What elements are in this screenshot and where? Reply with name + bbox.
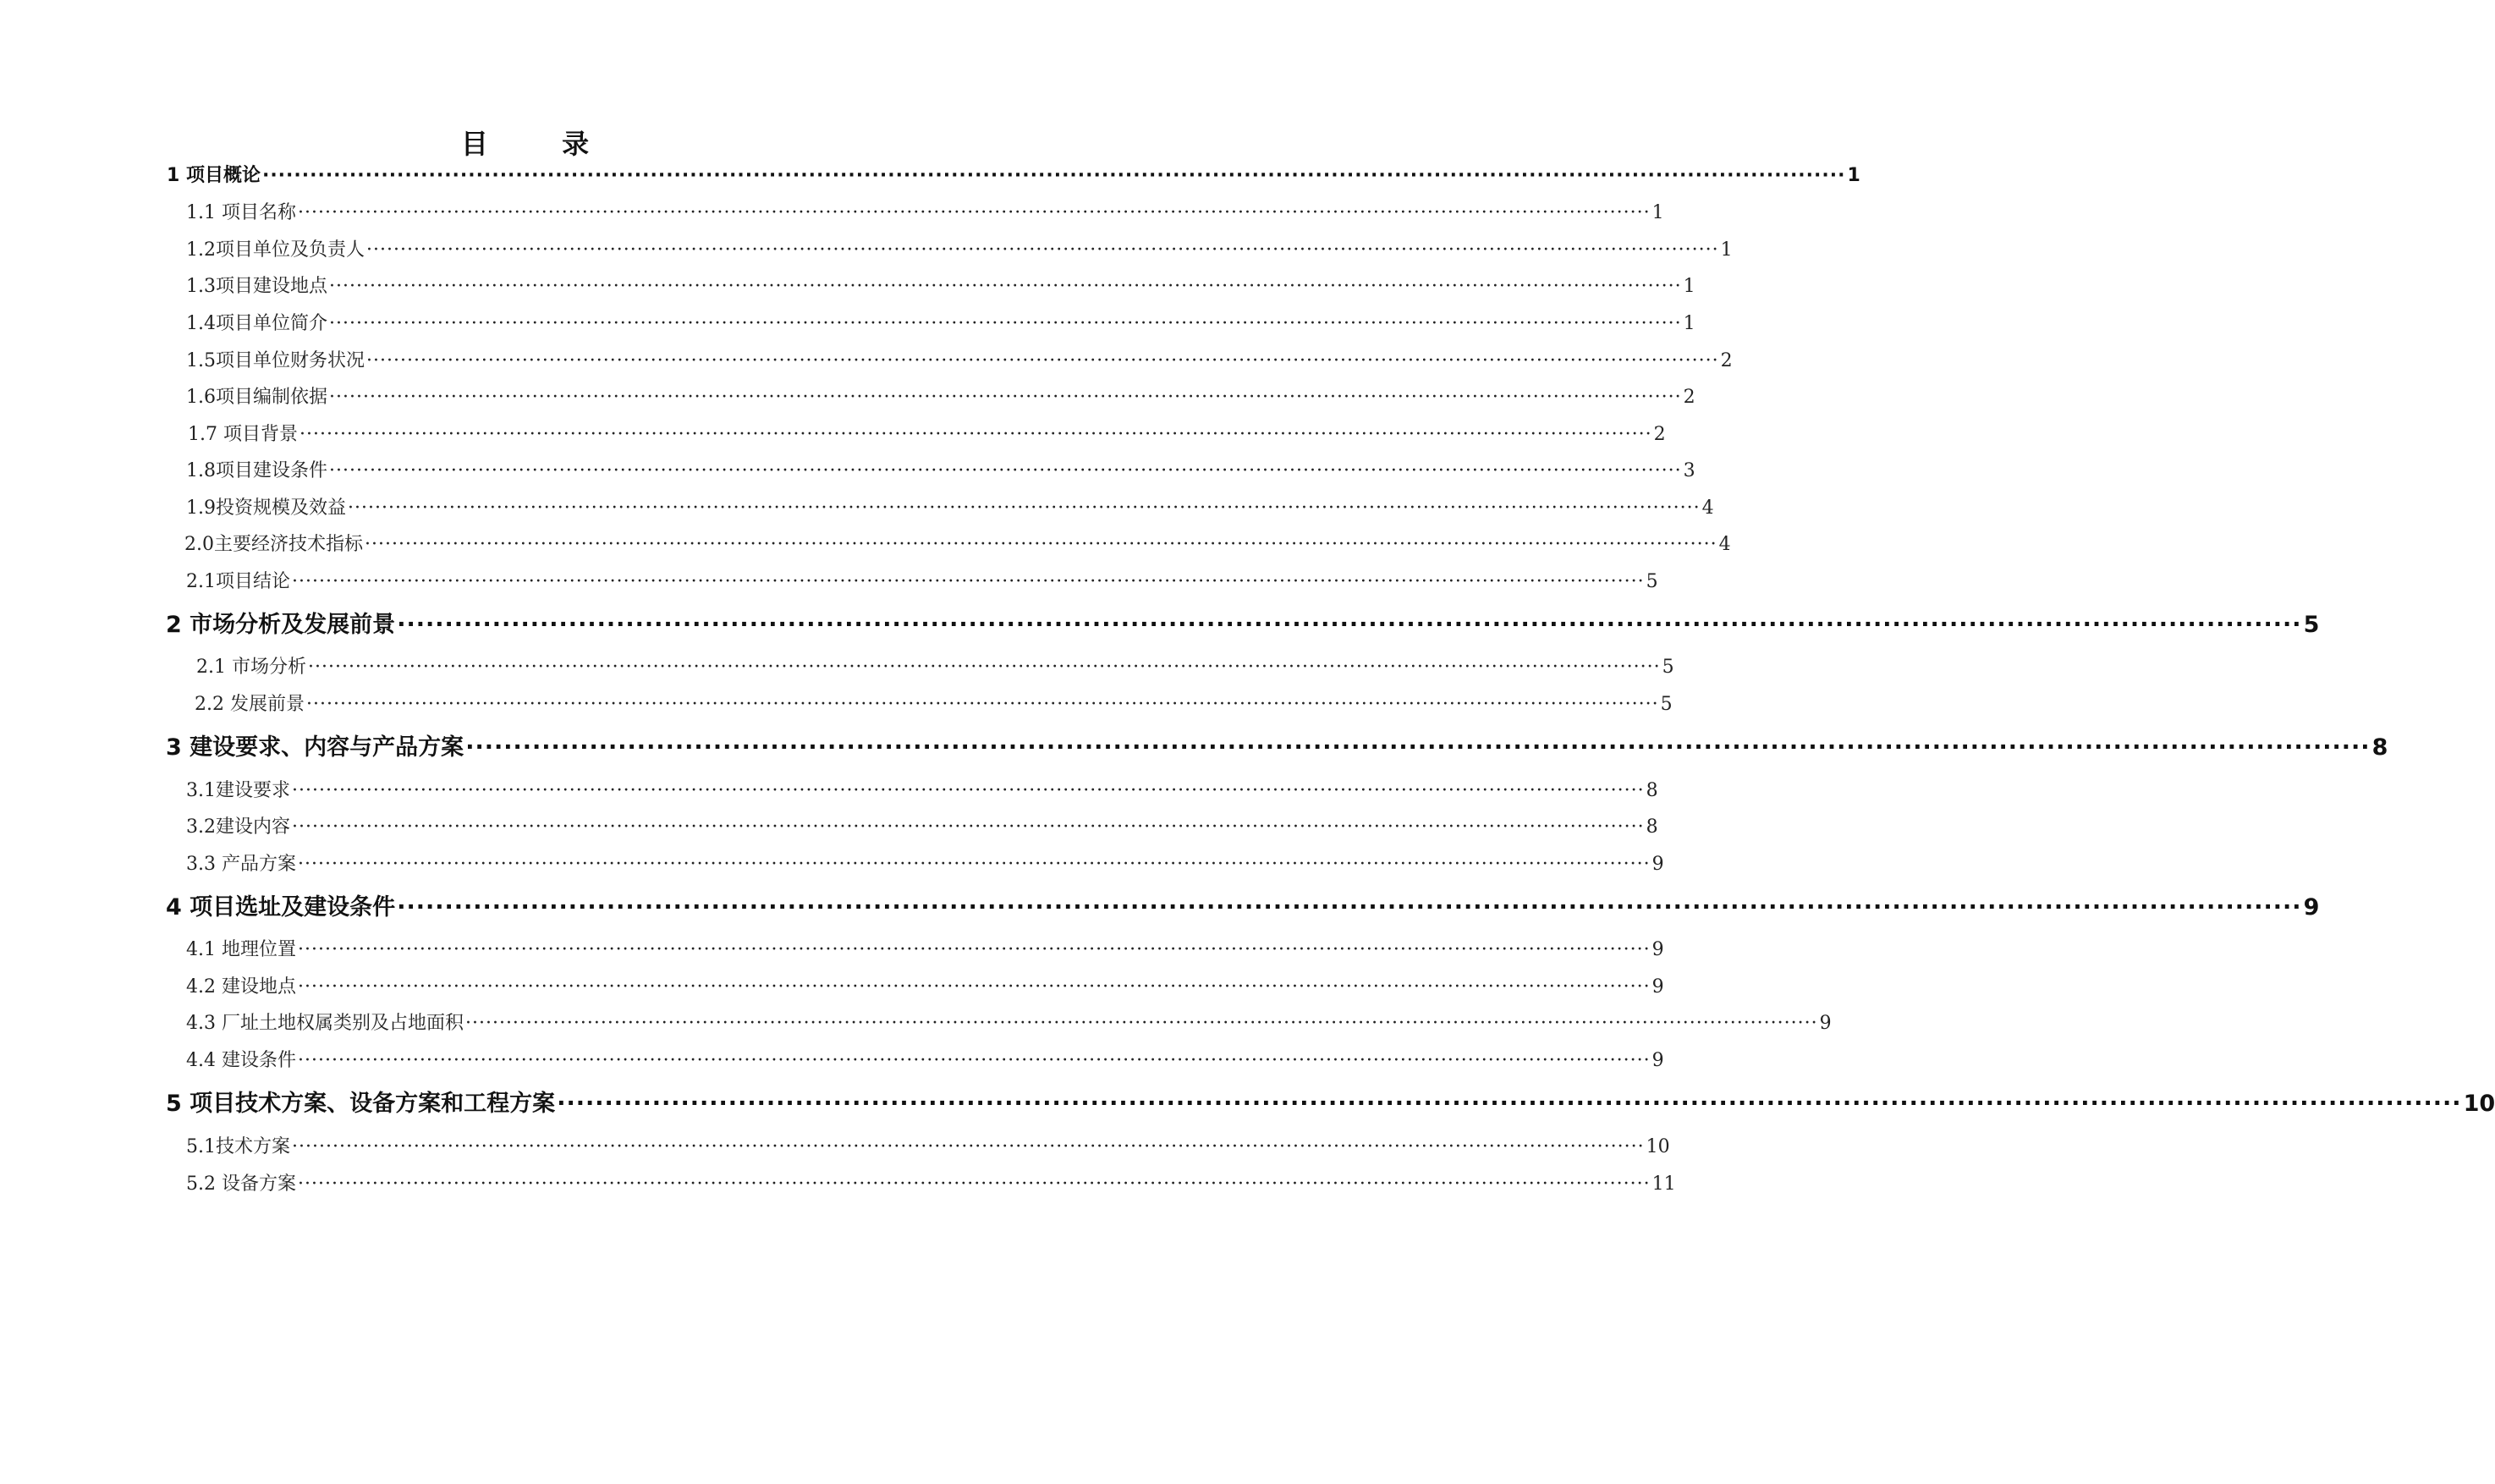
toc-page-number: 11 — [1651, 1173, 1676, 1195]
toc-page-number: 5 — [1662, 657, 1674, 678]
toc-entry-label: 5.1技术方案 — [186, 1136, 290, 1157]
toc-entry-label: 4.2 建设地点 — [186, 976, 296, 998]
dot-leader: ········································································································································································································ — [297, 976, 1651, 998]
toc-page-number: 4 — [1718, 534, 1731, 555]
toc-entry-label: 1.2项目单位及负责人 — [186, 239, 365, 261]
toc-entry-label: 1.6项目编制依据 — [186, 387, 327, 408]
toc-entry-label: 1.5项目单位财务状况 — [186, 350, 365, 371]
toc-section-entry[interactable] — [186, 238, 1733, 263]
toc-section-entry[interactable] — [186, 569, 1658, 595]
toc-page-number: 5 — [1660, 694, 1673, 715]
dot-leader: ········································································································································································································ — [366, 350, 1719, 371]
toc-page-number: 9 — [1819, 1013, 1832, 1034]
dot-leader: ········································································································································································································ — [307, 657, 1661, 678]
dot-leader: ········································································································································································································ — [329, 460, 1682, 481]
toc-entry-label: 5 项目技术方案、设备方案和工程方案 — [166, 1091, 556, 1117]
toc-entry-label: 5.2 设备方案 — [186, 1173, 296, 1195]
toc-page-number: 9 — [1651, 976, 1664, 998]
toc-title: 目 录 — [460, 128, 622, 160]
toc-page-number: 10 — [1646, 1136, 1670, 1157]
toc-page-number: 1 — [1847, 165, 1860, 186]
dot-leader: ········································································································································································································ — [261, 165, 1846, 186]
toc-section-entry[interactable] — [186, 1172, 1676, 1197]
dot-leader: ········································································································································································································ — [329, 276, 1682, 297]
toc-entry-label: 4.4 建设条件 — [186, 1050, 296, 1071]
toc-section-entry[interactable] — [186, 385, 1695, 410]
toc-entry-label: 2.1 市场分析 — [196, 657, 306, 678]
toc-entry-label: 2 市场分析及发展前景 — [166, 612, 396, 638]
toc-entry-label: 2.0主要经济技术指标 — [184, 534, 363, 555]
toc-section-entry[interactable] — [186, 1135, 1670, 1160]
toc-section-entry[interactable] — [186, 975, 1664, 1000]
toc-page-number: 1 — [1651, 202, 1664, 223]
dot-leader: ········································································································································································································ — [297, 1050, 1651, 1071]
toc-section-entry[interactable] — [196, 655, 1674, 680]
dot-leader: ········································································································································································································ — [397, 612, 2302, 638]
toc-entry-label: 1.1 项目名称 — [186, 202, 296, 223]
dot-leader: ········································································································································································································ — [329, 313, 1682, 334]
dot-leader: ········································································································································································································ — [465, 734, 2371, 761]
toc-section-entry[interactable] — [184, 532, 1731, 558]
toc-page-number: 8 — [1646, 780, 1658, 801]
toc-section-entry[interactable] — [186, 815, 1658, 840]
toc-page-number: 9 — [1651, 1050, 1664, 1071]
toc-page-number: 9 — [1651, 854, 1664, 875]
toc-entry-label: 3.2建设内容 — [186, 816, 290, 838]
toc-section-entry[interactable] — [186, 459, 1695, 484]
toc-entry-label: 2.2 发展前景 — [195, 694, 305, 715]
dot-leader: ········································································································································································································ — [299, 424, 1652, 445]
dot-leader: ········································································································································································································ — [305, 694, 1659, 715]
toc-entry-label: 4 项目选址及建设条件 — [166, 894, 396, 921]
toc-entry-label: 1.8项目建设条件 — [186, 460, 327, 481]
dot-leader: ········································································································································································································ — [297, 939, 1651, 960]
toc-page-number: 3 — [1683, 460, 1695, 481]
toc-entry-label: 1 项目概论 — [167, 165, 261, 186]
toc-entry-label: 1.4项目单位简介 — [186, 313, 327, 334]
dot-leader: ········································································································································································································ — [292, 571, 1645, 592]
toc-section-entry[interactable] — [186, 496, 1714, 521]
toc-section-entry[interactable] — [186, 1048, 1664, 1074]
toc-section-entry[interactable] — [195, 692, 1673, 717]
dot-leader: ········································································································································································································ — [292, 1136, 1645, 1157]
toc-page-number: 2 — [1653, 424, 1666, 445]
toc-page-number: 2 — [1683, 387, 1695, 408]
toc-section-entry[interactable] — [186, 937, 1664, 963]
toc-page-number: 9 — [2303, 894, 2320, 921]
toc-page-number: 1 — [1683, 276, 1695, 297]
toc-entry-label: 2.1项目结论 — [186, 571, 290, 592]
dot-leader: ········································································································································································································ — [292, 816, 1645, 838]
toc-page-number: 9 — [1651, 939, 1664, 960]
toc-section-entry[interactable] — [186, 1011, 1832, 1036]
dot-leader: ········································································································································································································ — [297, 202, 1651, 223]
toc-page-number: 4 — [1701, 497, 1714, 519]
toc-section-entry[interactable] — [186, 778, 1658, 804]
dot-leader: ········································································································································································································ — [329, 387, 1682, 408]
toc-chapter-entry[interactable] — [166, 893, 2320, 922]
toc-entry-label: 3 建设要求、内容与产品方案 — [166, 734, 464, 761]
dot-leader: ········································································································································································································ — [365, 534, 1717, 555]
toc-chapter-entry[interactable] — [167, 162, 1860, 190]
toc-section-entry[interactable] — [188, 422, 1666, 448]
toc-section-entry[interactable] — [186, 349, 1733, 374]
dot-leader: ········································································································································································································ — [557, 1091, 2462, 1117]
toc-entry-label: 3.1建设要求 — [186, 780, 290, 801]
toc-page-number: 2 — [1720, 350, 1733, 371]
toc-section-entry[interactable] — [186, 274, 1695, 300]
toc-entry-label: 3.3 产品方案 — [186, 854, 296, 875]
toc-entry-label: 1.9投资规模及效益 — [186, 497, 346, 519]
toc-page-number: 10 — [2463, 1091, 2495, 1117]
toc-entry-label: 4.1 地理位置 — [186, 939, 296, 960]
toc-entry-label: 4.3 厂址土地权属类别及占地面积 — [186, 1013, 464, 1034]
toc-page-number: 8 — [1646, 816, 1658, 838]
toc-page-number: 8 — [2371, 734, 2388, 761]
dot-leader: ········································································································································································································ — [292, 780, 1645, 801]
toc-section-entry[interactable] — [186, 311, 1695, 337]
dot-leader: ········································································································································································································ — [464, 1013, 1818, 1034]
toc-page-number: 5 — [2303, 612, 2320, 638]
dot-leader: ········································································································································································································ — [397, 894, 2302, 921]
dot-leader: ········································································································································································································ — [348, 497, 1701, 519]
toc-section-entry[interactable] — [186, 201, 1664, 226]
toc-chapter-entry[interactable] — [166, 1090, 2495, 1118]
toc-section-entry[interactable] — [186, 852, 1664, 877]
toc-entry-label: 1.3项目建设地点 — [186, 276, 327, 297]
toc-page-number: 1 — [1720, 239, 1733, 261]
toc-page-number: 5 — [1646, 571, 1658, 592]
toc-chapter-entry[interactable] — [166, 734, 2388, 762]
toc-chapter-entry[interactable] — [166, 611, 2320, 640]
toc-page-number: 1 — [1683, 313, 1695, 334]
dot-leader: ········································································································································································································ — [366, 239, 1719, 261]
dot-leader: ········································································································································································································ — [297, 1173, 1651, 1195]
dot-leader: ········································································································································································································ — [297, 854, 1651, 875]
toc-entry-label: 1.7 项目背景 — [188, 424, 298, 445]
